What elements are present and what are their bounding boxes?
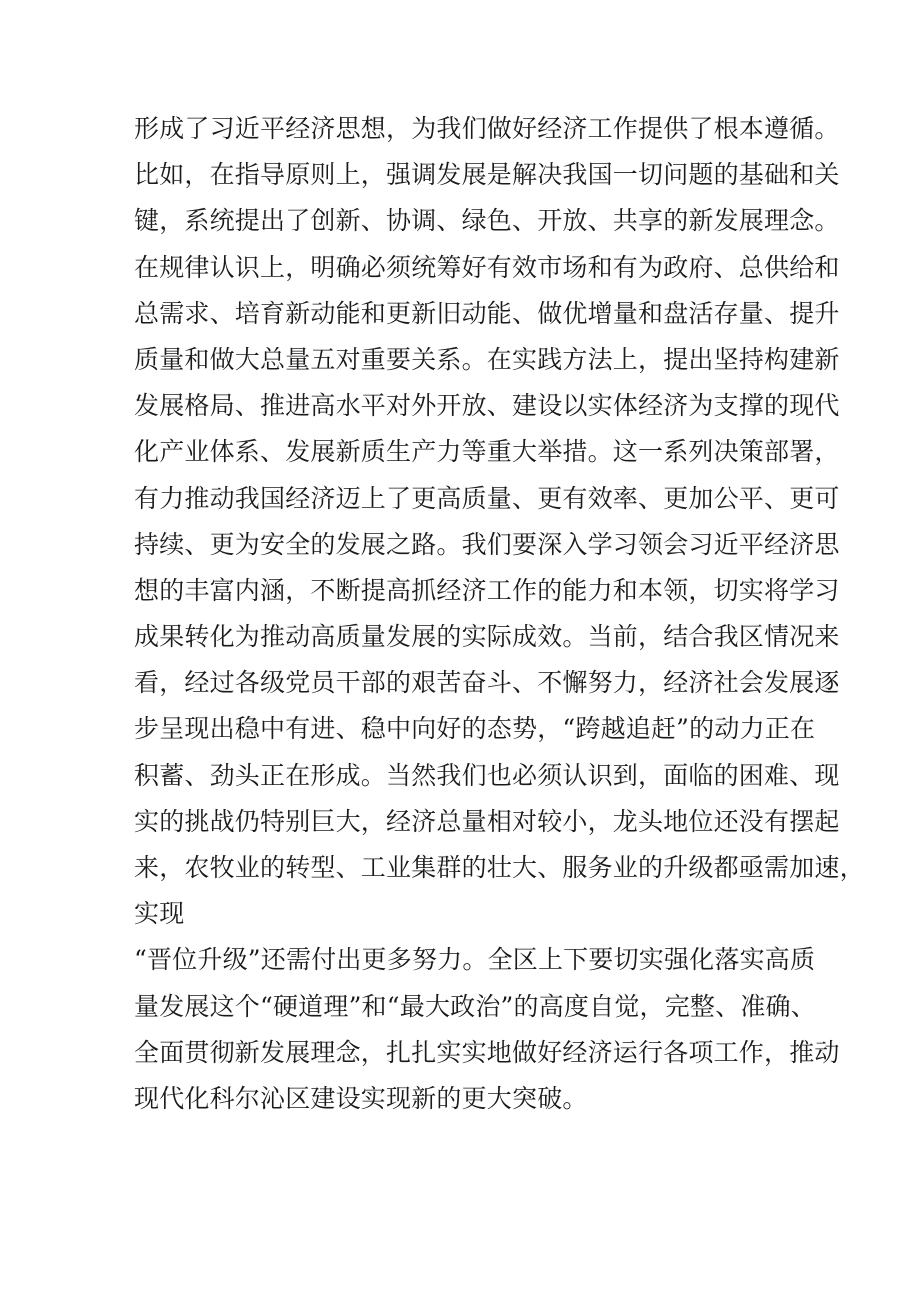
text-line: 总需求、培育新动能和更新旧动能、做优增量和盘活存量、提升	[134, 298, 840, 328]
text-line: 形成了习近平经济思想，为我们做好经济工作提供了根本遵循。	[134, 114, 840, 143]
text-line: 持续、更为安全的发展之路。我们要深入学习领会习近平经济思	[134, 529, 840, 559]
text-line: 实的挑战仍特别巨大，经济总量相对较小，龙头地位还没有摆起	[134, 806, 840, 836]
text-line: 比如，在指导原则上，强调发展是解决我国一切问题的基础和关	[134, 160, 840, 190]
text-line: 成果转化为推动高质量发展的实际成效。当前，结合我区情况来	[134, 622, 840, 652]
text-line: 在规律认识上，明确必须统筹好有效市场和有为政府、总供给和	[134, 252, 840, 282]
text-line: 质量和做大总量五对重要关系。在实践方法上，提出坚持构建新	[134, 344, 840, 374]
text-line: 化产业体系、发展新质生产力等重大举措。这一系列决策部署，	[134, 437, 840, 467]
text-line: 有力推动我国经济迈上了更高质量、更有效率、更加公平、更可	[134, 483, 840, 513]
text-line: 全面贯彻新发展理念，扎扎实实地做好经济运行各项工作，推动	[134, 1037, 840, 1067]
text-line: 看，经过各级党员干部的艰苦奋斗、不懈努力，经济社会发展逐	[134, 668, 840, 698]
text-line: “晋位升级”还需付出更多努力。全区上下要切实强化落实高质	[134, 945, 816, 975]
text-line: 量发展这个“硬道理”和“最大政治”的高度自觉，完整、准确、	[134, 991, 816, 1021]
text-line: 键，系统提出了创新、协调、绿色、开放、共享的新发展理念。	[134, 206, 840, 236]
text-line: 现代化科尔沁区建设实现新的更大突破。	[134, 1083, 588, 1113]
text-line: 发展格局、推进高水平对外开放、建设以实体经济为支撑的现代	[134, 391, 840, 421]
body-text	[134, 106, 865, 1122]
text-line: 实现	[134, 899, 185, 929]
text-line: 想的丰富内涵，不断提高抓经济工作的能力和本领，切实将学习	[134, 575, 840, 605]
text-line: 步呈现出稳中有进、稳中向好的态势，“跨越追赶”的动力正在	[134, 714, 816, 744]
text-line: 积蓄、劲头正在形成。当然我们也必须认识到，面临的困难、现	[134, 760, 840, 790]
text-line: 来，农牧业的转型、工业集群的壮大、服务业的升级都亟需加速，	[134, 853, 865, 882]
